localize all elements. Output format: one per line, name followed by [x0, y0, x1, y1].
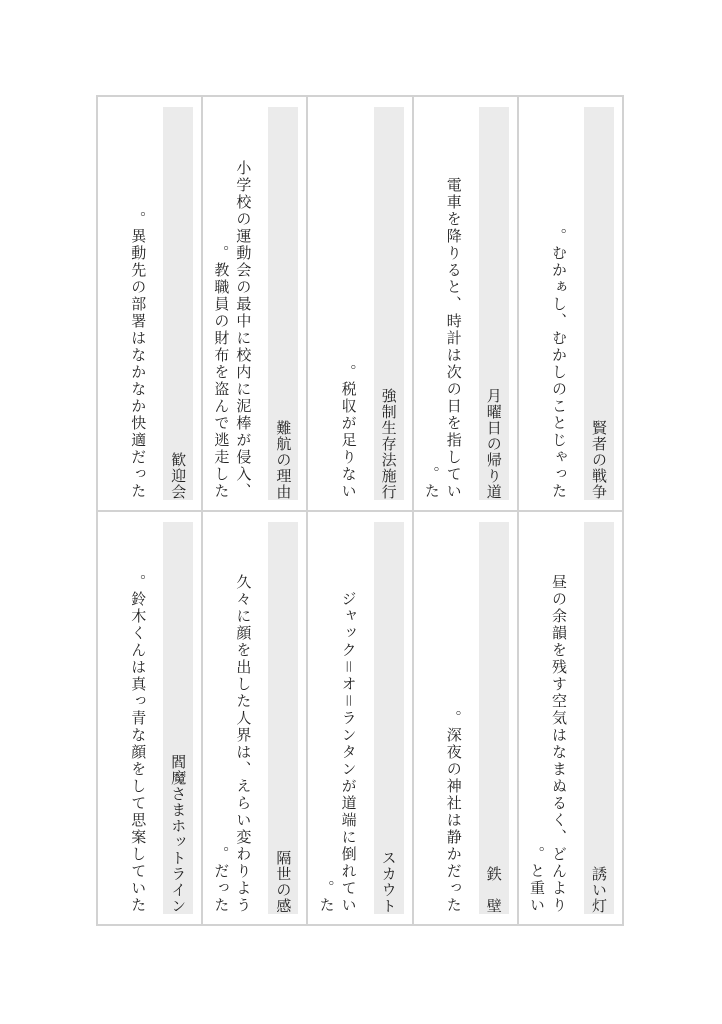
card-title: 賢者の戦争 — [584, 107, 614, 500]
card-title: 隔世の感 — [268, 522, 298, 915]
card — [98, 512, 201, 925]
card-title: 誘い灯 — [584, 522, 614, 915]
card-body: 電車を降りると、時計は次の日を指していた。 — [422, 176, 463, 500]
card — [203, 97, 306, 510]
card-title: 歓迎会 — [163, 107, 193, 500]
card-title: 鉄 壁 — [479, 522, 509, 915]
card-body: むかぁし、むかしのことじゃった。 — [549, 227, 568, 500]
card-title: 強制生存法施行 — [374, 107, 404, 500]
card-body: 深夜の神社は静かだった。 — [444, 710, 463, 914]
card — [414, 512, 517, 925]
card — [308, 97, 411, 510]
card-title: 月曜日の帰り道 — [479, 107, 509, 500]
card — [308, 512, 411, 925]
card-body: 税収が足りない。 — [339, 363, 358, 500]
card — [98, 97, 201, 510]
card-title: スカウト — [374, 522, 404, 915]
card-body: 小学校の運動会の最中に校内に泥棒が侵入、教職員の財布を盗んで逃走した。 — [212, 159, 253, 500]
card — [203, 512, 306, 925]
card-title: 難航の理由 — [268, 107, 298, 500]
card-body: 昼の余韻を残す空気はなまぬるく、どんよりと重い。 — [527, 574, 568, 914]
card-title: 閻魔さまホットライン — [163, 522, 193, 915]
card — [519, 97, 622, 510]
card-body: 鈴木くんは真っ青な顔をして思案していた。 — [129, 574, 148, 914]
card-body: 異動先の部署はなかなか快適だった。 — [129, 210, 148, 500]
card — [414, 97, 517, 510]
card-sheet — [96, 95, 624, 926]
card — [519, 512, 622, 925]
card-body: 久々に顔を出した人界は、えらい変わりようだった。 — [212, 574, 253, 914]
card-body: ジャック＝オ＝ランタンが道端に倒れていた。 — [317, 590, 358, 914]
